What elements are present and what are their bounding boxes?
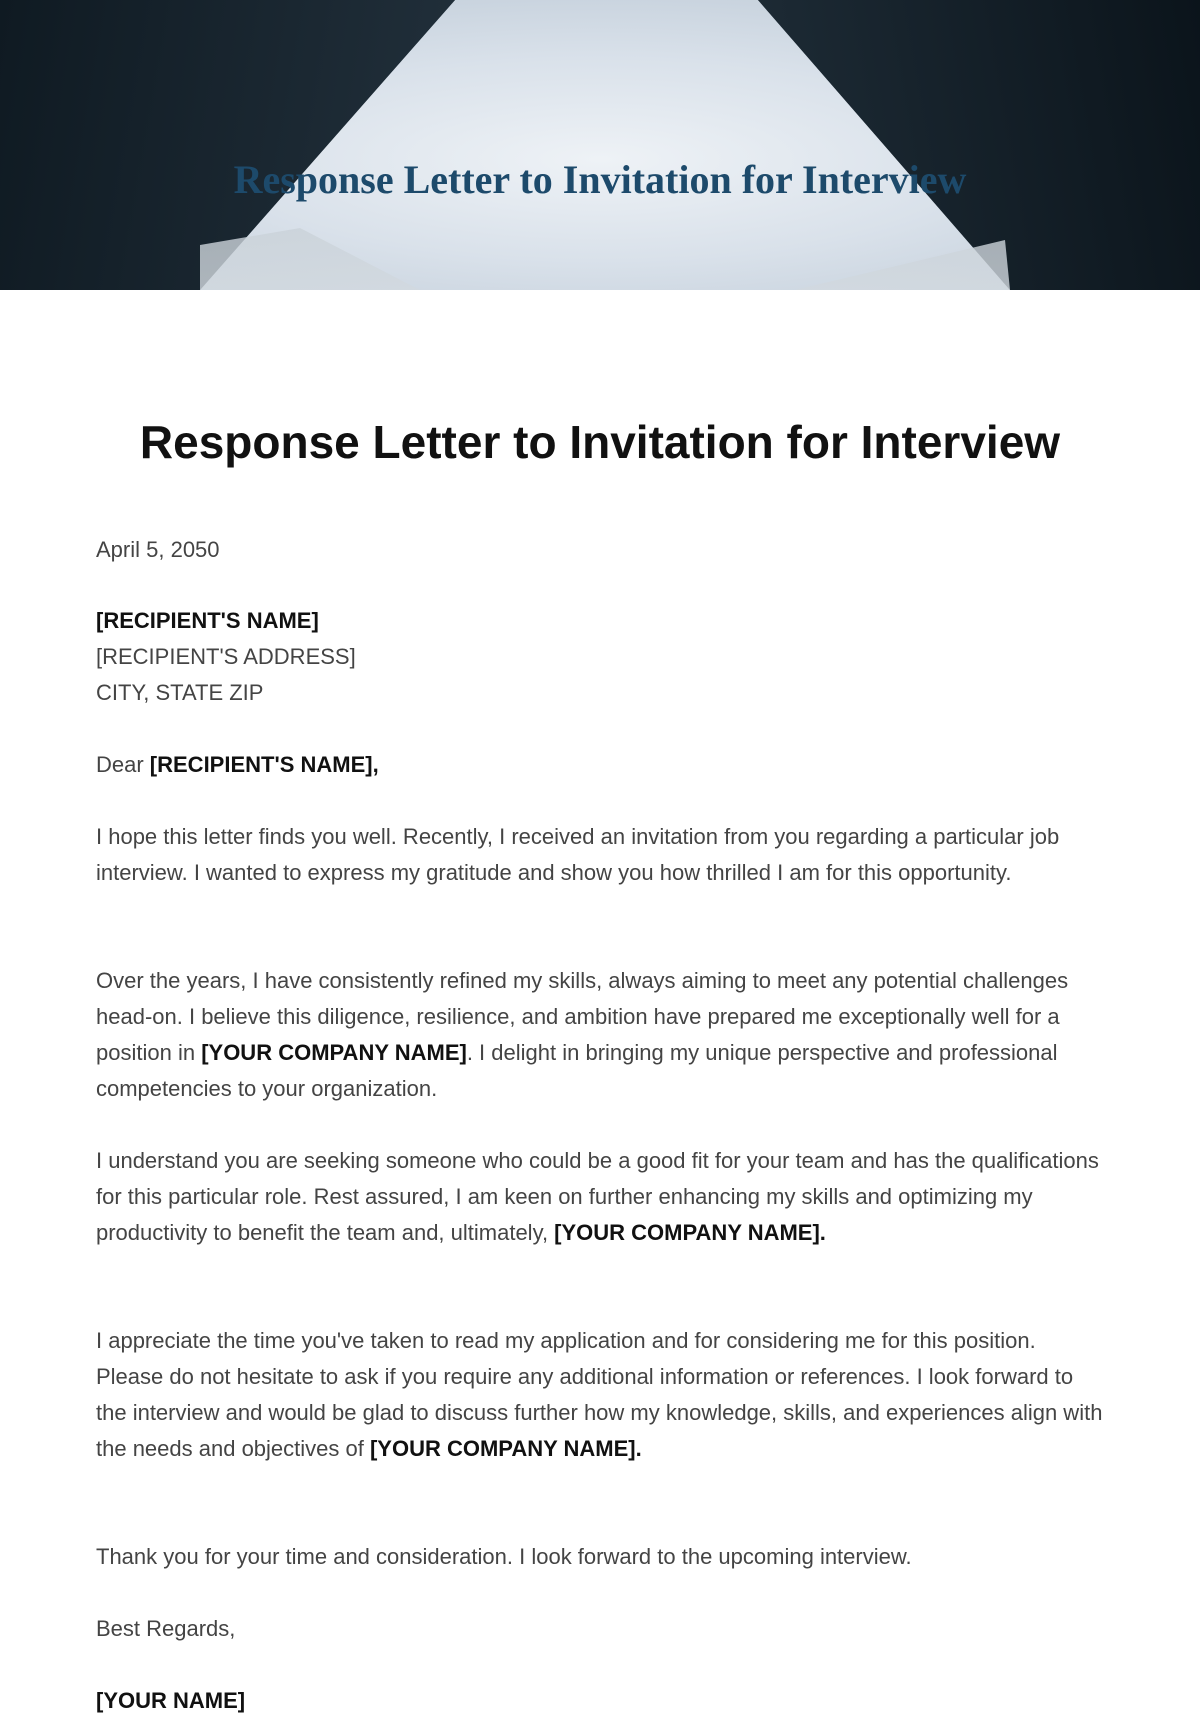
p3-text: I understand you are seeking someone who could be a good fit for your team and has the qualifications for this particular role. Rest assured, I am keen on further enhancing my skills and optimizing my productivity to benefit the team and, ultimately, (96, 1148, 1099, 1245)
paragraph-5: Thank you for your time and consideration. I look forward to the upcoming interview. (96, 1544, 912, 1569)
document-title: Response Letter to Invitation for Interview (139, 416, 1061, 468)
salutation-prefix: Dear (96, 752, 150, 777)
paragraph-1: I hope this letter finds you well. Recently, I received an invitation from you regarding a particular job interview. I wanted to express my gratitude and show you how thrilled I am for this opportunity. (96, 824, 1060, 885)
p3-company: [YOUR COMPANY NAME]. (554, 1220, 826, 1245)
header-banner (0, 0, 1200, 290)
paragraph-4 (96, 1323, 1106, 1467)
signature (96, 1683, 1106, 1719)
p4-text: I appreciate the time you've taken to read my application and for considering me for this position. Please do not hesitate to ask if you require any additional information or references. I look forward to the interview and would be glad to discuss further how my knowledge, skills, and experiences align with the needs and objectives of (96, 1328, 1103, 1461)
banner-title: Response Letter to Invitation for Interview (233, 157, 967, 202)
p2-text-end: . I delight in bringing my unique perspective and professional competencies to your organization. (96, 1040, 1058, 1101)
salutation-name: [RECIPIENT'S NAME], (149, 752, 379, 777)
recipient-name: [RECIPIENT'S NAME] (96, 608, 319, 633)
letter-date: April 5, 2050 (96, 537, 220, 562)
signature-name: [YOUR NAME] (96, 1688, 246, 1713)
closing: Best Regards, (96, 1616, 236, 1641)
salutation (96, 747, 1106, 783)
p4-company: [YOUR COMPANY NAME]. (369, 1436, 642, 1461)
paragraph-3 (96, 1143, 1106, 1251)
p2-company: [YOUR COMPANY NAME] (201, 1040, 467, 1065)
p2-text: Over the years, I have consistently refined my skills, always aiming to meet any potential challenges head-on. I believe this diligence, resilience, and ambition have prepared me exceptionally well for a position in (96, 968, 1069, 1065)
recipient-city: CITY, STATE ZIP (96, 680, 264, 705)
recipient-block (96, 603, 1106, 711)
recipient-address: [RECIPIENT'S ADDRESS] (96, 644, 356, 669)
paragraph-2 (96, 963, 1106, 1107)
